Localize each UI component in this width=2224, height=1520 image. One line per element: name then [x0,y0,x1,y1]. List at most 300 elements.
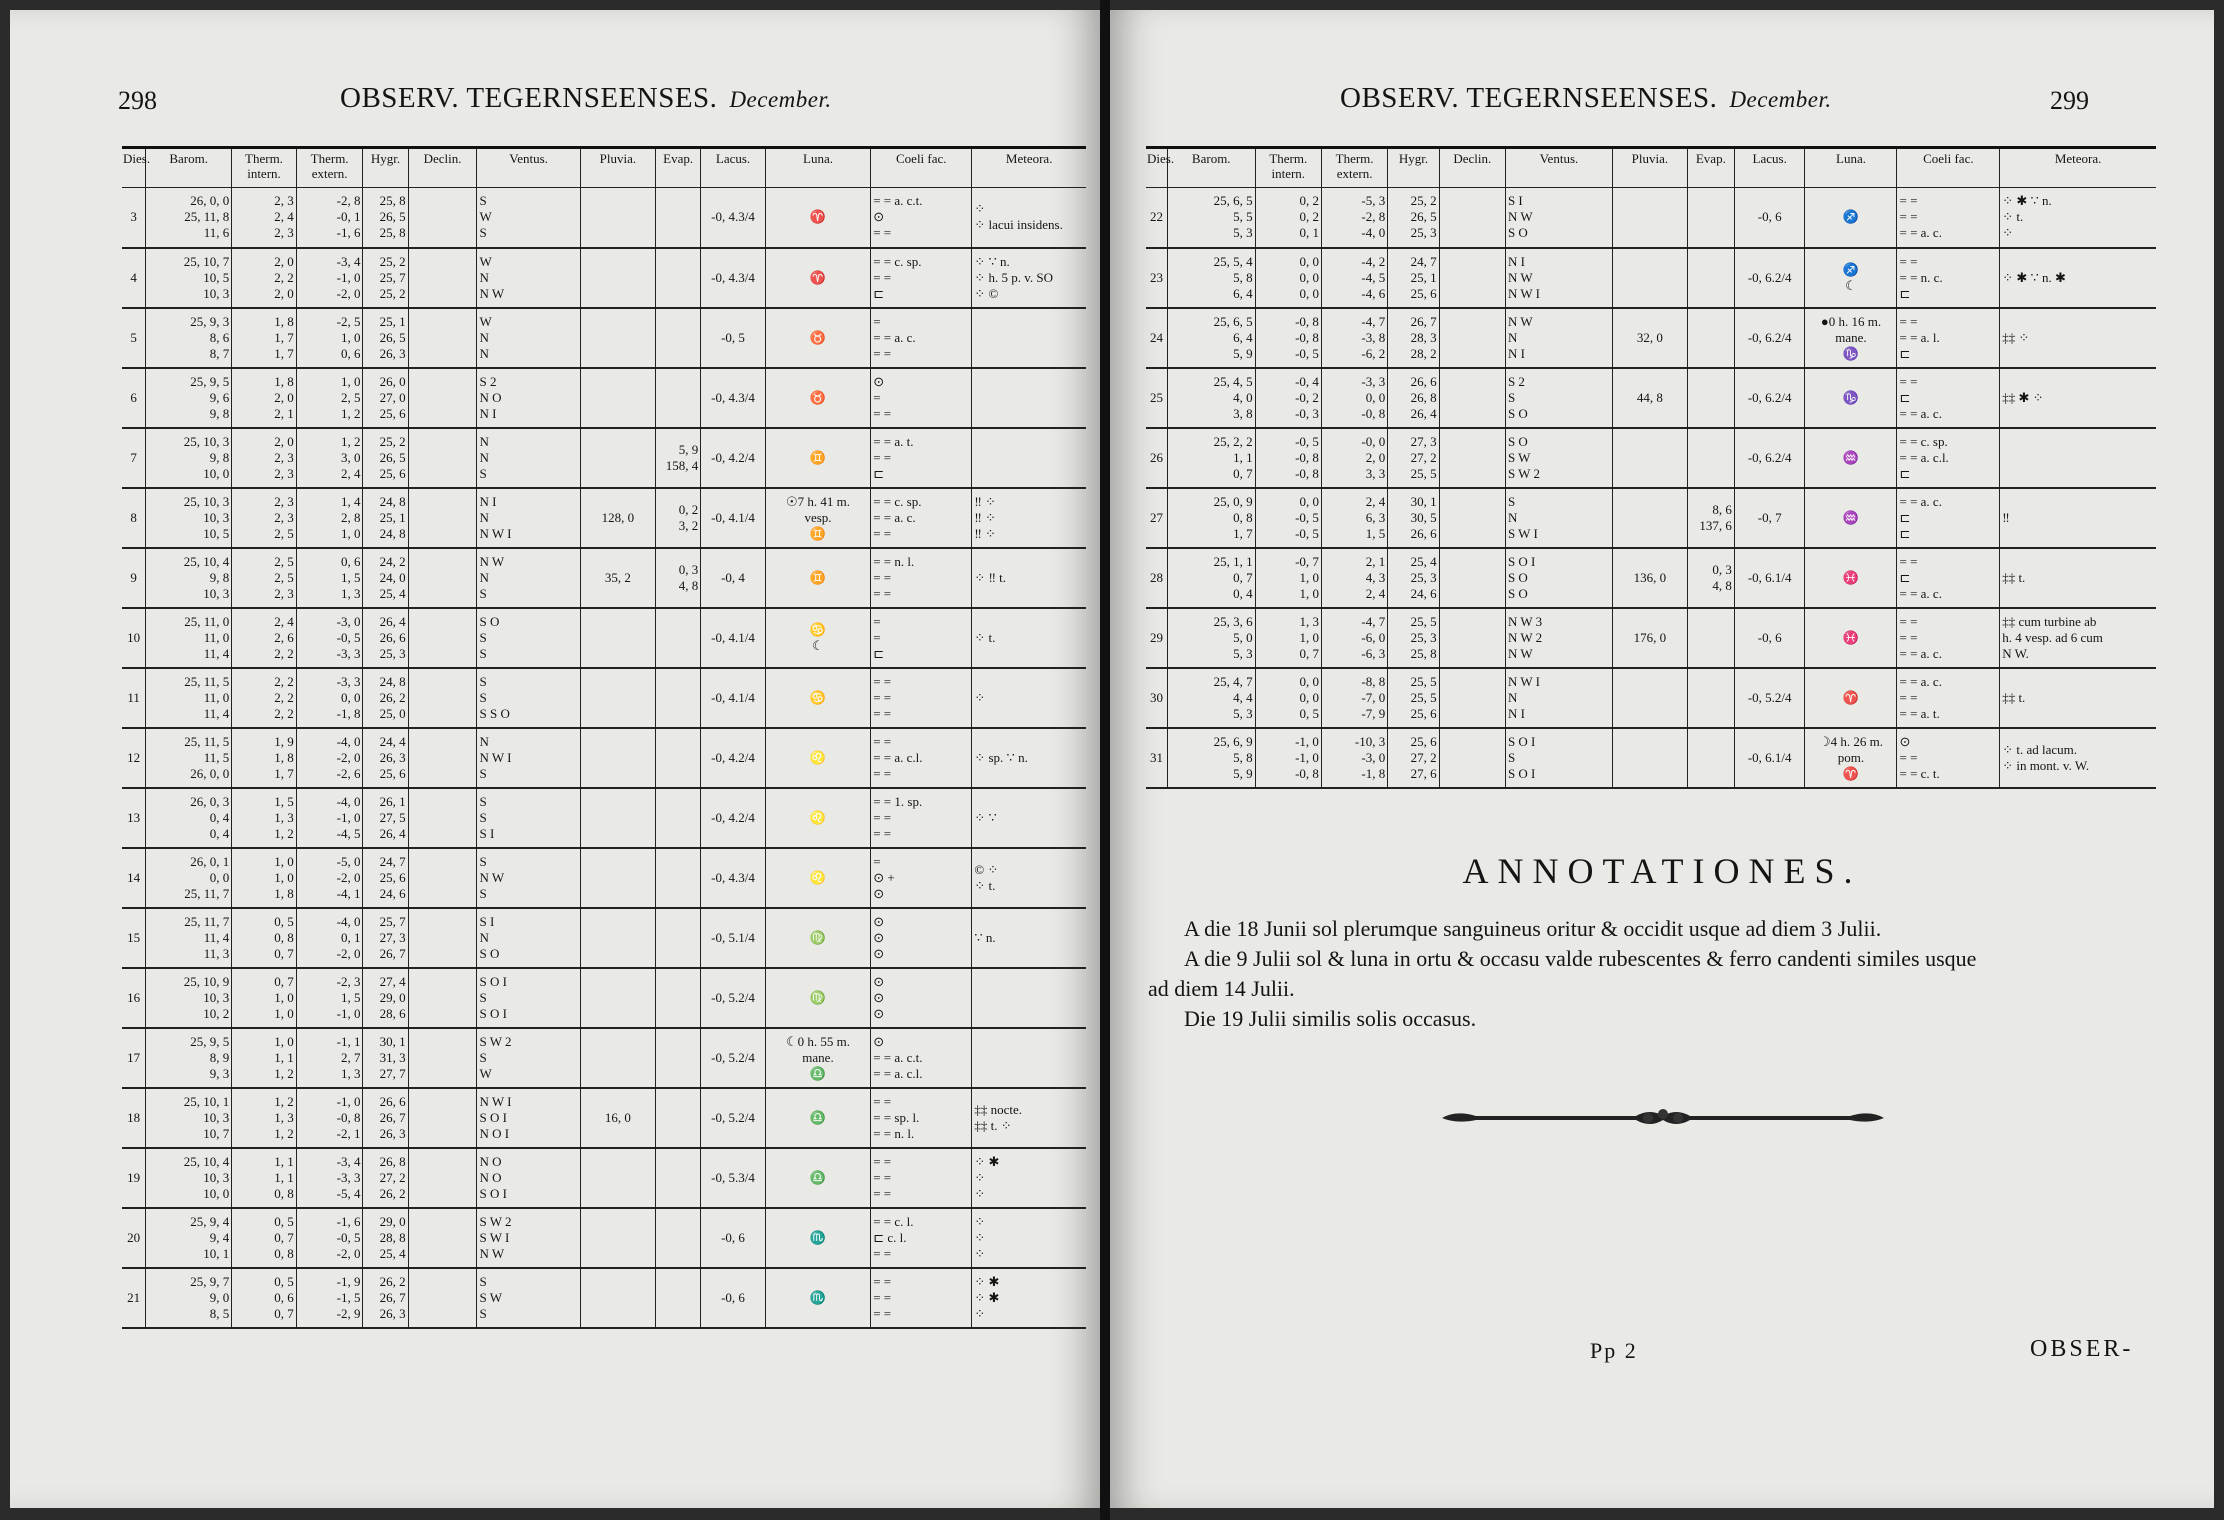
cell-ventus [1505,548,1612,608]
left-page [10,10,1100,1508]
cell-barom [1167,488,1255,548]
cell-therm-ext [296,1268,363,1328]
cell-therm-ext [1321,368,1387,428]
cell-text: 25, 8 26, 5 25, 8 [379,193,406,241]
cell-text: -5, 0 -2, 0 -4, 1 [336,853,361,901]
cell-text: 25 [1149,389,1163,405]
cell-day [122,728,146,788]
cell-text: 128, 0 [601,509,635,525]
cell-text: 0, 3 4, 8 [1712,561,1732,593]
cell-hygr [1388,248,1439,308]
cell-text: N O N O S O I [479,1153,507,1201]
cell-text: 1, 0 1, 1 1, 2 [274,1033,294,1081]
cell-text: -0, 5 [721,329,745,345]
cell-ventus [477,308,580,368]
cell-hygr [1388,188,1439,248]
cell-text: 0, 3 4, 8 [678,561,699,593]
cell-therm-int [232,668,297,728]
cell-evap [656,368,701,428]
cell-text: 10 [127,629,141,645]
cell-luna [765,908,870,968]
cell-coeli [871,428,972,488]
cell-ventus [1505,248,1612,308]
cell-text: 26, 0, 1 0, 0 25, 11, 7 [184,853,230,901]
cell-text: 1, 5 1, 3 1, 2 [274,793,294,841]
cell-text: 5 [130,329,137,345]
cell-therm-int [232,1268,297,1328]
table-row [122,368,1086,428]
cell-luna [1805,608,1897,668]
cell-text: 0, 7 1, 0 1, 0 [274,973,294,1021]
cell-text: -0, 0 2, 0 3, 3 [1361,433,1386,481]
cell-text: 28 [1149,569,1163,585]
cell-hygr [363,188,408,248]
cell-hygr [1388,548,1439,608]
cell-therm-ext [296,488,363,548]
cell-therm-ext [296,428,363,488]
cell-declin [408,788,477,848]
cell-therm-int [232,248,297,308]
cell-barom [146,908,232,968]
cell-lacus [701,908,766,968]
cell-barom [146,548,232,608]
cell-text: 1, 9 1, 8 1, 7 [274,733,294,781]
cell-therm-ext [296,968,363,1028]
cell-therm-ext [296,548,363,608]
cell-therm-ext [1321,548,1387,608]
cell-text: ‼ [2002,509,2010,525]
cell-text: 26, 7 28, 3 28, 2 [1410,313,1437,361]
column-header-day: Dies. [1146,148,1167,188]
cell-text: 6 [130,389,137,405]
cell-declin [408,1028,477,1088]
cell-text: ♈ [809,269,827,285]
table-row [122,548,1086,608]
cell-text: = = = = = = a. c. [1899,193,1942,241]
cell-luna [1805,488,1897,548]
cell-text: -4, 0 -2, 0 -2, 6 [336,733,361,781]
cell-pluvia [580,848,655,908]
cell-evap [656,428,701,488]
column-header-meteora: Meteora. [2000,148,2156,188]
cell-lacus [1734,428,1805,488]
cell-text: ♎ [809,1109,827,1125]
column-header-luna: Luna. [1805,148,1897,188]
cell-lacus [701,848,766,908]
table-row [122,1208,1086,1268]
cell-hygr [1388,368,1439,428]
cell-text: ‡‡ ⁘ [2002,329,2030,345]
cell-therm-int [232,368,297,428]
cell-therm-int [232,428,297,488]
cell-text: -4, 0 -1, 0 -4, 5 [336,793,361,841]
cell-pluvia [580,428,655,488]
table-row [122,608,1086,668]
cell-lacus [701,728,766,788]
cell-meteora [972,1088,1086,1148]
cell-text: 25, 11, 5 11, 0 11, 4 [184,673,230,721]
cell-evap [656,188,701,248]
cell-lacus [701,248,766,308]
cell-text: 8 [130,509,137,525]
cell-therm-ext [1321,188,1387,248]
cell-ventus [1505,428,1612,488]
cell-text: 25, 11, 5 11, 5 26, 0, 0 [184,733,230,781]
cell-hygr [363,788,408,848]
cell-text: ‡‡ ✱ ⁘ [2002,389,2044,405]
cell-text: S 2 N O N I [479,373,502,421]
cell-text: 1, 2 1, 3 1, 2 [274,1093,294,1141]
cell-text: 23 [1149,269,1163,285]
cell-text: ‡‡ nocte. ‡‡ t. ⁘ [974,1101,1022,1133]
cell-pluvia [1612,728,1687,788]
cell-text: 35, 2 [604,569,631,585]
cell-luna [1805,188,1897,248]
cell-text: 2, 4 6, 3 1, 5 [1365,493,1386,541]
cell-luna [765,668,870,728]
cell-day [1146,428,1167,488]
cell-text: 26 [1149,449,1163,465]
cell-text: = = = = a. c.l. = = [873,733,923,781]
cell-text: -3, 3 0, 0 -0, 8 [1361,373,1386,421]
cell-therm-int [1255,188,1321,248]
cell-barom [146,668,232,728]
cell-text: -2, 8 -0, 1 -1, 6 [336,193,361,241]
cell-text: 25, 10, 9 10, 3 10, 2 [183,973,230,1021]
cell-text: -2, 5 1, 0 0, 6 [336,313,361,361]
cell-evap [1687,608,1734,668]
cell-hygr [363,428,408,488]
observation-table-right [1146,146,2156,789]
cell-therm-int [232,968,297,1028]
cell-day [122,1148,146,1208]
cell-text: ☾0 h. 55 m. mane. ♎ [785,1033,851,1081]
cell-therm-ext [1321,668,1387,728]
cell-pluvia [1612,368,1687,428]
cell-ventus [477,1208,580,1268]
cell-text: ♌ [809,869,827,885]
cell-text: W N N [479,313,492,361]
cell-text: ⁘ ‼ t. [974,569,1007,585]
cell-text: = = ⊏ = = a. c. [1899,553,1942,601]
cell-meteora [2000,248,2156,308]
cell-lacus [701,1268,766,1328]
cell-text: -0, 5.3/4 [711,1169,755,1185]
cell-coeli [1897,488,2000,548]
cell-pluvia [1612,548,1687,608]
cell-lacus [701,1148,766,1208]
cell-lacus [701,308,766,368]
cell-meteora [2000,668,2156,728]
cell-therm-ext [1321,728,1387,788]
table-row [122,1148,1086,1208]
annotation-line: A die 18 Junii sol plerumque sanguineus oritur & occidit usque ad diem 3 Julii. [1184,916,1882,941]
cell-lacus [701,428,766,488]
cell-text: -0, 5.2/4 [711,1109,755,1125]
cell-text: = = ⊏ [873,613,885,661]
cell-text: = ⊙ + ⊙ [873,853,895,901]
cell-text: 1, 8 1, 7 1, 7 [274,313,294,361]
cell-text: S O S S [479,613,500,661]
cell-ventus [477,668,580,728]
cell-coeli [871,488,972,548]
column-header-lacus: Lacus. [1734,148,1805,188]
cell-text: -1, 9 -1, 5 -2, 9 [336,1273,361,1321]
cell-text: 26, 0, 3 0, 4 0, 4 [190,793,230,841]
cell-pluvia [580,1268,655,1328]
cell-therm-ext [1321,308,1387,368]
cell-therm-ext [296,608,363,668]
cell-lacus [1734,608,1805,668]
cell-declin [408,1148,477,1208]
cell-hygr [1388,608,1439,668]
cell-meteora [2000,728,2156,788]
cell-text: 21 [127,1289,141,1305]
cell-meteora [2000,488,2156,548]
cell-text: 31 [1149,749,1163,765]
cell-therm-int [232,848,297,908]
cell-hygr [1388,728,1439,788]
cell-therm-int [232,1088,297,1148]
cell-text: 25, 10, 3 10, 3 10, 5 [183,493,230,541]
cell-text: ⁘ ✱ ⁘ ✱ ⁘ [974,1273,1000,1321]
cell-day [122,668,146,728]
cell-hygr [1388,428,1439,488]
cell-pluvia [580,1208,655,1268]
cell-text: 26, 0 27, 0 25, 6 [379,373,406,421]
cell-day [1146,248,1167,308]
cell-therm-ext [1321,608,1387,668]
cell-text: 1, 1 1, 1 0, 8 [274,1153,294,1201]
table-row [1146,308,2156,368]
cell-meteora [2000,308,2156,368]
cell-lacus [701,668,766,728]
cell-text: 2, 2 2, 2 2, 2 [274,673,294,721]
cell-evap [656,488,701,548]
cell-text: 26, 1 27, 5 26, 4 [379,793,406,841]
cell-text: -1, 0 -0, 8 -2, 1 [336,1093,361,1141]
catchword: OBSER- [2030,1336,2134,1362]
cell-lacus [701,488,766,548]
cell-therm-int [1255,488,1321,548]
cell-ventus [1505,308,1612,368]
cell-coeli [1897,728,2000,788]
cell-text: 30, 1 31, 3 27, 7 [379,1033,406,1081]
page-number: 299 [2050,86,2089,115]
cell-therm-ext [296,848,363,908]
cell-text: -1, 0 -1, 0 -0, 8 [1295,733,1319,781]
cell-therm-int [1255,608,1321,668]
cell-ventus [1505,188,1612,248]
cell-declin [408,968,477,1028]
cell-text: ⁘ ⁘ lacui insidens. [974,201,1063,233]
cell-text: N W N N I [1507,313,1533,361]
cell-text: 25, 11, 7 11, 4 11, 3 [184,913,230,961]
cell-text: 24, 8 25, 1 24, 8 [379,493,406,541]
cell-therm-ext [296,1028,363,1088]
cell-text: -0, 5.2/4 [1747,689,1792,705]
cell-text: 27 [1149,509,1163,525]
cell-pluvia [580,368,655,428]
cell-luna [765,308,870,368]
annotation-line: ad diem 14 Julii. [1148,976,1295,1001]
cell-therm-int [1255,308,1321,368]
cell-day [122,848,146,908]
cell-coeli [871,1088,972,1148]
cell-text: 1, 3 1, 0 0, 7 [1299,613,1319,661]
cell-meteora [972,368,1086,428]
cell-luna [765,728,870,788]
cell-text: ⁘ ∵ [974,809,997,825]
table-row [1146,488,2156,548]
cell-luna [765,788,870,848]
cell-text: ♌ [809,809,827,825]
cell-text: -3, 0 -0, 5 -3, 3 [336,613,361,661]
cell-evap [656,548,701,608]
cell-text: N I N N W I [479,493,512,541]
cell-therm-int [232,1148,297,1208]
cell-text: 24, 2 24, 0 25, 4 [379,553,406,601]
cell-text: -0, 8 -0, 8 -0, 5 [1295,313,1319,361]
cell-pluvia [1612,608,1687,668]
cell-text: 22 [1149,209,1163,225]
cell-declin [408,368,477,428]
cell-ventus [477,188,580,248]
cell-hygr [1388,308,1439,368]
cell-luna [765,188,870,248]
cell-therm-int [232,788,297,848]
cell-text: 5, 9 158, 4 [665,441,699,473]
cell-text: 25, 11, 0 11, 0 11, 4 [184,613,230,661]
cell-declin [1439,608,1505,668]
cell-text: 26, 4 26, 6 25, 3 [379,613,406,661]
cell-coeli [871,248,972,308]
cell-text: 8, 6 137, 6 [1699,501,1732,533]
cell-luna [1805,308,1897,368]
cell-lacus [701,1028,766,1088]
cell-coeli [1897,248,2000,308]
cell-meteora [972,1208,1086,1268]
cell-text: 25, 5 25, 5 25, 6 [1410,673,1437,721]
cell-text: S W S [479,193,492,241]
cell-text: -2, 3 1, 5 -1, 0 [336,973,361,1021]
running-month: December. [1729,87,1832,112]
cell-text: -0, 6.2/4 [1747,329,1792,345]
cell-meteora [972,1028,1086,1088]
table-row [122,308,1086,368]
cell-evap [656,788,701,848]
cell-day [1146,308,1167,368]
cell-text: 2, 0 2, 3 2, 3 [274,433,294,481]
cell-text: 27, 3 27, 2 25, 5 [1410,433,1437,481]
cell-pluvia [580,728,655,788]
cell-coeli [871,908,972,968]
cell-coeli [871,608,972,668]
cell-meteora [972,428,1086,488]
cell-day [1146,728,1167,788]
cell-text: 25, 2 25, 7 25, 2 [379,253,406,301]
cell-luna [765,968,870,1028]
column-header-pluvia: Pluvia. [1612,148,1687,188]
cell-text: 0, 0 0, 0 0, 0 [1299,253,1319,301]
cell-text: -4, 7 -3, 8 -6, 2 [1361,313,1386,361]
cell-day [122,908,146,968]
cell-declin [408,248,477,308]
cell-text: N W 3 N W 2 N W [1507,613,1543,661]
cell-text: 2, 5 2, 5 2, 3 [274,553,294,601]
table-row [122,248,1086,308]
cell-text: 0, 6 1, 5 1, 3 [340,553,361,601]
cell-text: 0, 5 0, 7 0, 8 [274,1213,294,1261]
cell-pluvia [580,788,655,848]
table-row [122,1088,1086,1148]
cell-text: -3, 4 -1, 0 -2, 0 [336,253,361,301]
cell-lacus [1734,248,1805,308]
cell-barom [146,1088,232,1148]
cell-text: 2, 3 2, 4 2, 3 [274,193,294,241]
cell-text: ♉ [809,389,827,405]
cell-day [122,788,146,848]
cell-therm-int [232,1028,297,1088]
cell-coeli [871,1268,972,1328]
cell-text: S O I S S O I [1507,733,1536,781]
cell-text: ‡‡ t. [2002,569,2026,585]
cell-therm-ext [1321,248,1387,308]
cell-hygr [363,1268,408,1328]
cell-text: N W I N N I [1507,673,1540,721]
cell-declin [1439,668,1505,728]
cell-meteora [972,908,1086,968]
cell-day [1146,548,1167,608]
cell-text: 17 [127,1049,141,1065]
cell-barom [1167,248,1255,308]
cell-therm-int [232,488,297,548]
cell-luna [1805,428,1897,488]
cell-text: -1, 6 -0, 5 -2, 0 [336,1213,361,1261]
cell-evap [656,1148,701,1208]
cell-text: ♊ [809,449,827,465]
cell-text: 26, 6 26, 7 26, 3 [379,1093,406,1141]
cell-meteora [972,848,1086,908]
cell-text: © ⁘ ⁘ t. [974,861,999,893]
cell-text: 29 [1149,629,1163,645]
cell-text: 26, 0, 0 25, 11, 8 11, 6 [184,193,230,241]
column-header-evap: Evap. [1687,148,1734,188]
table-row [122,488,1086,548]
cell-text: = = n. l. = = = = [873,553,915,601]
cell-day [122,608,146,668]
cell-text: 2, 1 4, 3 2, 4 [1365,553,1386,601]
cell-therm-ext [296,308,363,368]
cell-text: 11 [127,689,140,705]
cell-meteora [972,788,1086,848]
cell-evap [1687,248,1734,308]
table-row [1146,368,2156,428]
cell-text: N W I S O I N O I [479,1093,512,1141]
cell-day [1146,608,1167,668]
cell-evap [656,608,701,668]
cell-text: 12 [127,749,141,765]
cell-ventus [477,908,580,968]
cell-ventus [477,1148,580,1208]
cell-text: S O S W S W 2 [1507,433,1540,481]
cell-coeli [871,548,972,608]
cell-meteora [2000,608,2156,668]
cell-hygr [363,1088,408,1148]
cell-text: ‡‡ t. [2002,689,2026,705]
cell-lacus [701,968,766,1028]
table-row [122,908,1086,968]
